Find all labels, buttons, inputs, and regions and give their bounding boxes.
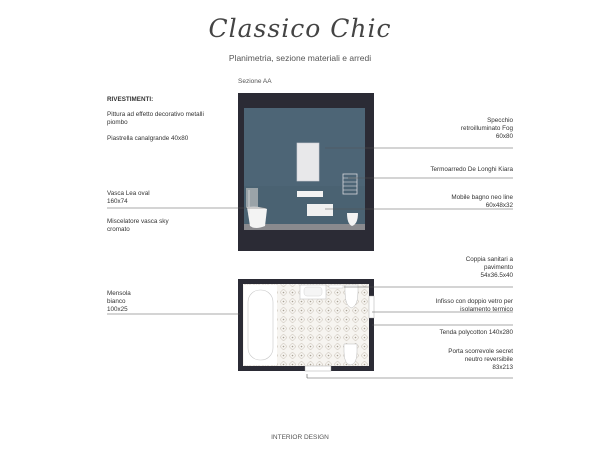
mixer-label-line1: Miscelatore vasca sky <box>107 218 169 225</box>
mixer-label-line2: cromato <box>107 226 130 233</box>
window-label-line1: Infisso con doppio vetro per <box>435 298 513 305</box>
towel-radiator-label: Termoarredo De Longhi Kiara <box>430 166 513 173</box>
plan-bidet <box>344 344 357 365</box>
tub-niche <box>246 188 258 208</box>
mirror <box>297 143 319 181</box>
door-label-line2: neutro reversibile <box>464 356 513 363</box>
rivestimenti-heading: RIVESTIMENTI: <box>107 96 154 103</box>
side-wall-notch <box>367 185 374 210</box>
cabinet-label-line2: 60x48x32 <box>485 202 513 209</box>
mirror-label-line3: 60x80 <box>495 133 513 140</box>
mirror-label-line2: retroilluminato Fog <box>460 125 513 132</box>
sanitary-label-line3: 54x36.5x40 <box>480 272 513 279</box>
plan-view <box>238 279 374 371</box>
section-elevation <box>238 93 374 251</box>
page-title: Classico Chic <box>208 14 392 43</box>
plan-sink <box>304 287 322 296</box>
curtain-label: Tenda polycotton 140x280 <box>439 329 513 336</box>
door-label-line1: Porta scorrevole secret <box>448 348 513 355</box>
shelf-label-line1: Mensola <box>107 290 131 297</box>
sanitary-label-line2: pavimento <box>483 264 513 271</box>
bathtub <box>247 207 267 228</box>
plan-window <box>369 296 374 318</box>
tub-label-line2: 160x74 <box>107 198 128 205</box>
footer-label: INTERIOR DESIGN <box>271 434 329 441</box>
door-label-line3: 83x213 <box>492 364 513 371</box>
tub-label-line1: Vasca Lea oval <box>107 190 150 197</box>
shelf <box>297 191 323 197</box>
plan-bathtub <box>248 290 273 360</box>
cabinet-label-line1: Mobile bagno neo line <box>451 194 513 201</box>
tile-label: Piastrella canalgrande 40x80 <box>107 135 189 142</box>
sanitary-label-line1: Coppia sanitari a <box>465 256 513 263</box>
vanity-cabinet <box>307 204 333 216</box>
section-label: Sezione AA <box>238 78 272 85</box>
paint-label-line2: piombo <box>107 119 128 126</box>
mirror-label-line1: Specchio <box>487 117 513 124</box>
plan-door <box>305 366 331 371</box>
shelf-label-line2: bianco <box>107 298 126 305</box>
paint-label-line1: Pittura ad effetto decorativo metalli <box>107 111 204 118</box>
window-label-line2: isolamento termico <box>460 306 513 313</box>
shelf-label-line3: 100x25 <box>107 306 128 313</box>
plan-radiator <box>329 285 343 288</box>
page-subtitle: Planimetria, sezione materiali e arredi <box>228 53 372 63</box>
